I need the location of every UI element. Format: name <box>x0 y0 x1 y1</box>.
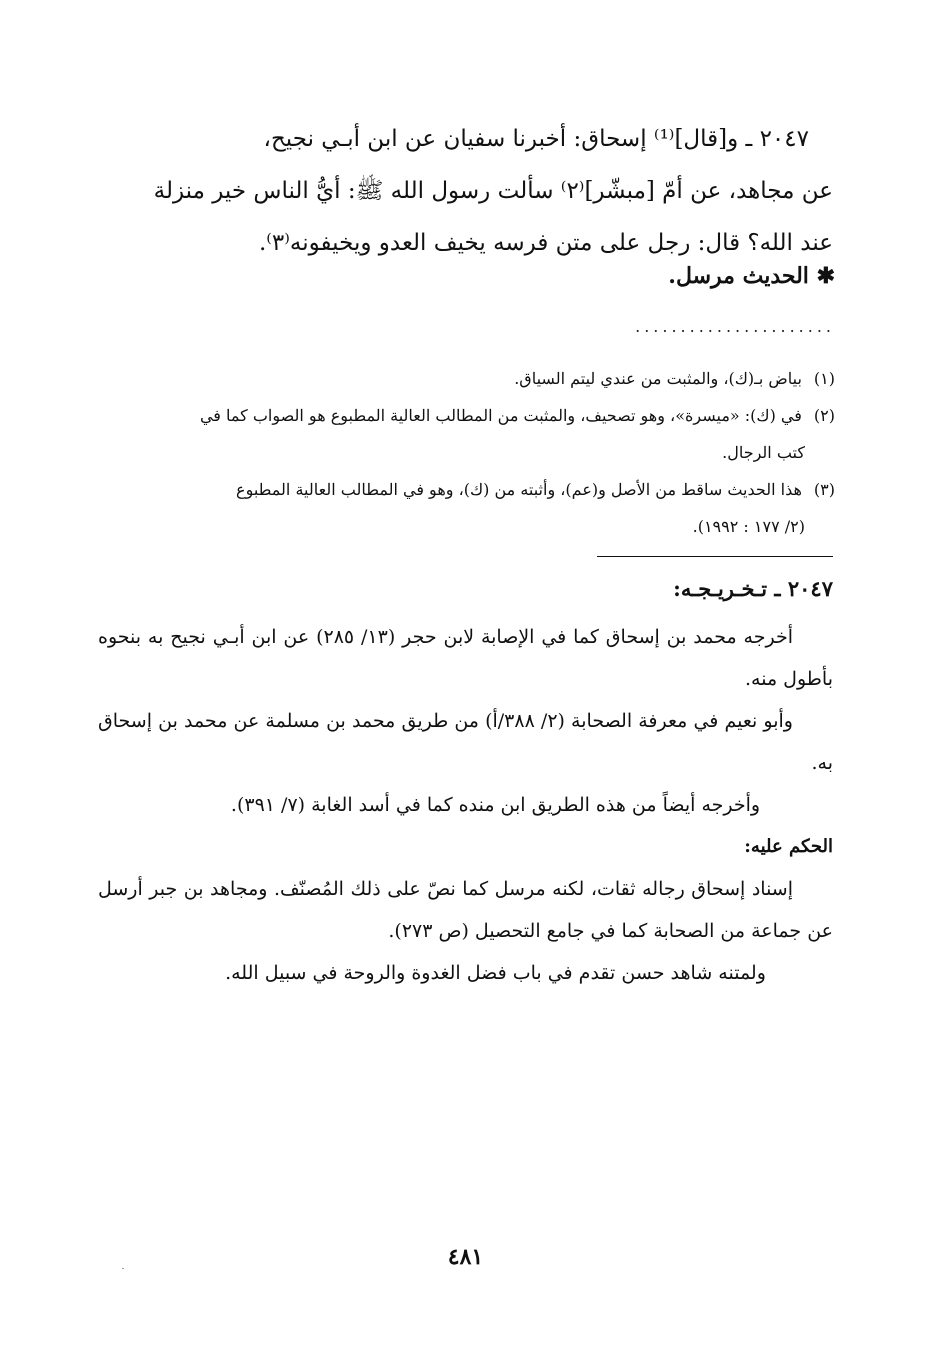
footnote-text-continued: كتب الرجال. <box>722 443 805 462</box>
hadith-ruling-note: ✱ الحديث مرسل. <box>668 263 835 289</box>
takhrij-heading: ٢٠٤٧ ـ تـخـريـجـه: <box>673 576 833 601</box>
footnote-number: (٣) <box>813 480 835 499</box>
takhrij-paragraph-2: وأبو نعيم في معرفة الصحابة (٢/ ٣٨٨/أ) من طريق محمد بن مسلمة عن محمد بن إسحاق به. <box>98 710 833 774</box>
hadith-text <box>113 113 833 269</box>
footnote-text: بياض بـ(ك)، والمثبت من عندي ليتم السياق. <box>514 369 802 388</box>
footnote-2 <box>95 397 835 471</box>
commentary-body <box>98 616 833 994</box>
hadith-line-3: عند الله؟ قال: رجل على متن فرسه يخيف العدو ويخيفونه⁽٣⁾. <box>258 230 833 256</box>
scan-speck <box>122 1268 124 1269</box>
footnote-3 <box>95 471 835 545</box>
footnote-text: هذا الحديث ساقط من الأصل و(عم)، وأثبته من (ك)، وهو في المطالب العالية المطبوع <box>236 480 802 499</box>
footnote-1 <box>95 360 835 397</box>
hukm-paragraph-1: إسناد إسحاق رجاله ثقات، لكنه مرسل كما نصّ على ذلك المُصنّف. ومجاهد بن جبر أرسل عن جماعة من الصحابة كما في جامع التحصيل (ص ٢٧٣). <box>98 878 833 942</box>
section-divider <box>597 556 833 557</box>
hadith-line-1: ٢٠٤٧ ـ و[قال]⁽¹⁾ إسحاق: أخبرنا سفيان عن ابن أبـي نجيح، <box>263 126 809 152</box>
hadith-line-2: عن مجاهد، عن أمّ [مبشّر]⁽٢⁾ سألت رسول الله ﷺ: أيُّ الناس خير منزلة <box>153 178 833 204</box>
takhrij-paragraph-1: أخرجه محمد بن إسحاق كما في الإصابة لابن حجر (١٣/ ٢٨٥) عن ابن أبـي نجيح به بنحوه بأطول منه. <box>98 626 833 690</box>
footnote-separator: ...................... <box>635 317 835 336</box>
footnotes <box>95 360 835 545</box>
footnote-number: (٢) <box>813 406 835 425</box>
hukm-paragraph-2: ولمتنه شاهد حسن تقدم في باب فضل الغدوة والروحة في سبيل الله. <box>225 962 766 984</box>
hukm-heading: الحكم عليه: <box>744 836 833 857</box>
takhrij-paragraph-3: وأخرجه أيضاً من هذه الطريق ابن منده كما في أسد الغابة (٧/ ٣٩١). <box>230 794 761 816</box>
footnote-text-continued: (٢/ ١٧٧ : ١٩٩٢). <box>692 517 805 536</box>
footnote-number: (١) <box>813 369 835 388</box>
footnote-text: في (ك): «ميسرة»، وهو تصحيف، والمثبت من المطالب العالية المطبوع هو الصواب كما في <box>199 406 802 425</box>
page-number: ٤٨١ <box>447 1244 484 1270</box>
